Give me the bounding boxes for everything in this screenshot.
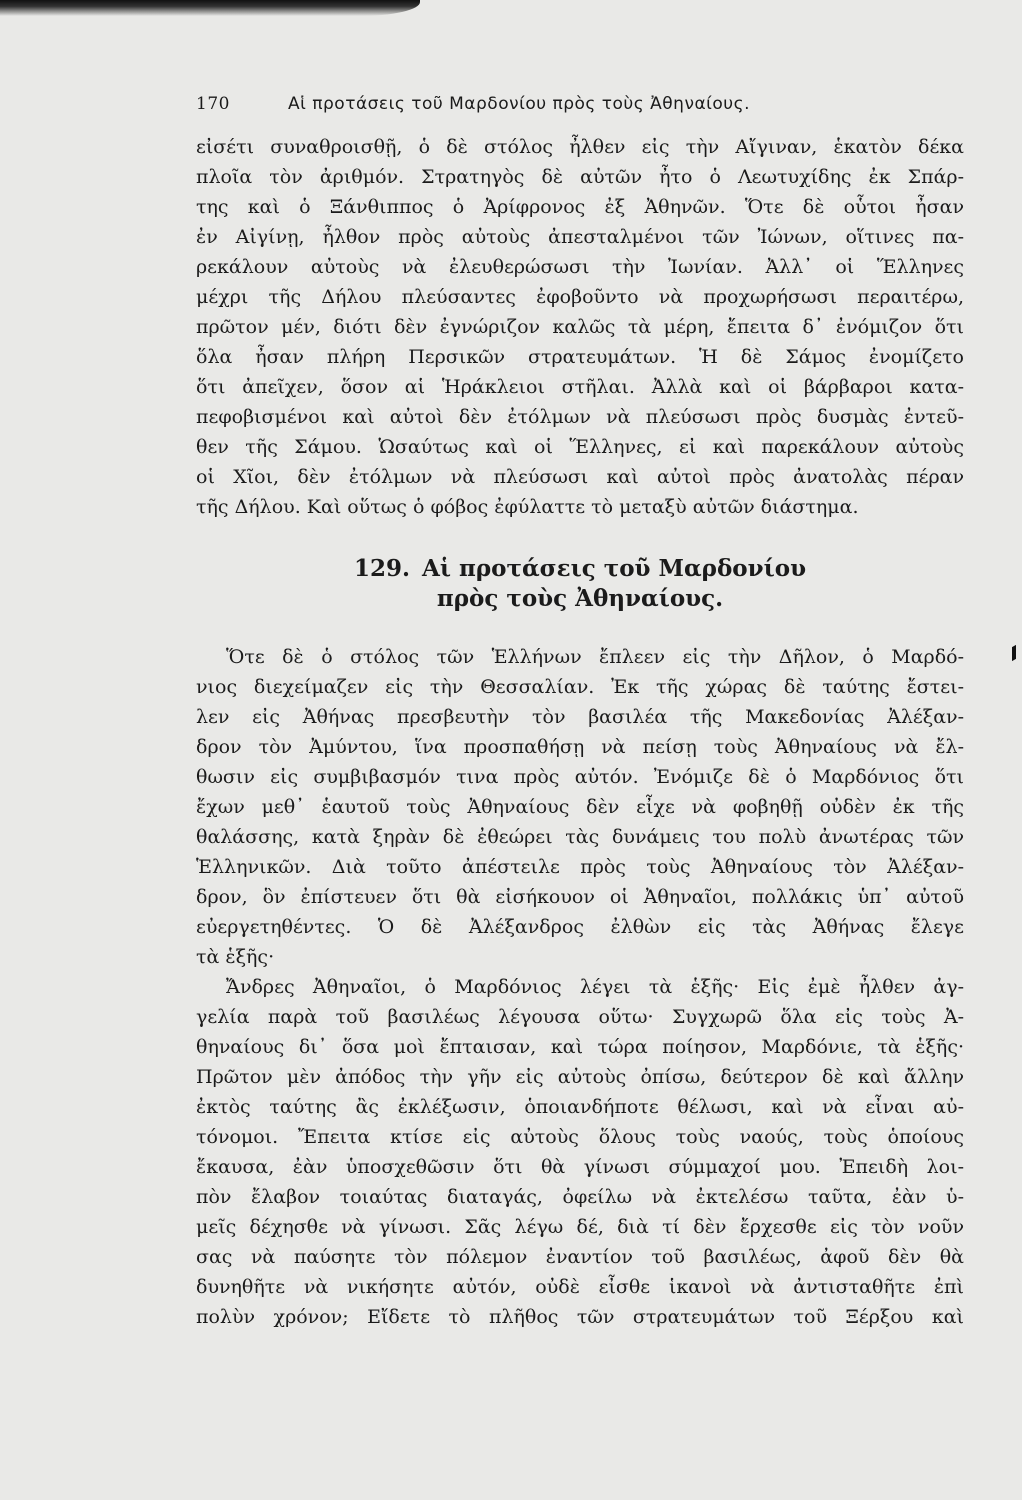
paragraph-3: [196, 972, 964, 1332]
text-line: θηναίους δι᾿ ὅσα μοὶ ἔπταισαν, καὶ τώρα ποίησον, Μαρδόνιε, τὰ ἑξῆς·: [196, 1036, 964, 1058]
paragraph-1: [196, 132, 964, 522]
text-line: λεν εἰς Ἀθήνας πρεσβευτὴν τὸν βασιλέα τῆς Μακεδονίας Ἀλέξαν-: [196, 706, 964, 728]
scan-edge-shadow: [0, 0, 420, 16]
text-line: ἐν Αἰγίνῃ, ἦλθον πρὸς αὐτοὺς ἀπεσταλμένοι τῶν Ἰώνων, οἵτινες πα-: [196, 226, 964, 248]
text-line: πεφοβισμένοι καὶ αὐτοὶ δὲν ἐτόλμων νὰ πλεύσωσι πρὸς δυσμὰς ἐντεῦ-: [196, 406, 964, 428]
section-title: Αἱ προτάσεις τοῦ Μαρδονίου: [422, 555, 807, 582]
text-line: ὅλα ἦσαν πλήρη Περσικῶν στρατευμάτων. Ἡ δὲ Σάμος ἐνομίζετο: [196, 346, 964, 368]
text-line: τόνομοι. Ἔπειτα κτίσε εἰς αὐτοὺς ὅλους τοὺς ναούς, τοὺς ὁποίους: [196, 1126, 964, 1148]
text-line: θωσιν εἰς συμβιβασμόν τινα πρὸς αὐτόν. Ἐνόμιζε δὲ ὁ Μαρδόνιος ὅτι: [196, 766, 964, 788]
text-line: τὰ ἑξῆς·: [196, 946, 275, 968]
text-line: θαλάσσης, κατὰ ξηρὰν δὲ ἐθεώρει τὰς δυνάμεις του πολὺ ἀνωτέρας τῶν: [196, 826, 964, 848]
text-line: ἐκτὸς ταύτης ἂς ἐκλέξωσιν, ὁποιανδήποτε θέλωσι, καὶ νὰ εἶναι αὐ-: [196, 1096, 964, 1118]
running-header: [196, 88, 964, 118]
text-line: μεῖς δέχησθε νὰ γίνωσι. Σᾶς λέγω δέ, διὰ τί δὲν ἔρχεσθε εἰς τὸν νοῦν: [196, 1216, 964, 1238]
text-line: ἔκαυσα, ἐὰν ὑποσχεθῶσιν ὅτι θὰ γίνωσι σύμμαχοί μου. Ἐπειδὴ λοι-: [196, 1156, 964, 1178]
text-line: ὅτι ἀπεῖχεν, ὅσον αἱ Ἡράκλειοι στῆλαι. Ἀλλὰ καὶ οἱ βάρβαροι κατα-: [196, 376, 964, 398]
section-heading: [196, 554, 964, 614]
text-line: πρῶτον μέν, διότι δὲν ἐγνώριζον καλῶς τὰ μέρη, ἔπειτα δ᾿ ἐνόμιζον ὅτι: [196, 316, 964, 338]
text-line: της καὶ ὁ Ξάνθιππος ὁ Ἀρίφρονος ἐξ Ἀθηνῶν. Ὅτε δὲ οὗτοι ἦσαν: [196, 196, 964, 218]
text-line: πὸν ἔλαβον τοιαύτας διαταγάς, ὀφείλω νὰ ἐκτελέσω ταῦτα, ἐὰν ὑ-: [196, 1186, 964, 1208]
text-line: πολὺν χρόνον; Εἴδετε τὸ πλῆθος τῶν στρατευμάτων τοῦ Ξέρξου καὶ: [196, 1306, 964, 1328]
text-line: Ἄνδρες Ἀθηναῖοι, ὁ Μαρδόνιος λέγει τὰ ἑξῆς· Εἰς ἐμὲ ἦλθεν ἀγ-: [226, 976, 964, 998]
text-line: μέχρι τῆς Δήλου πλεύσαντες ἐφοβοῦντο νὰ προχωρήσωσι περαιτέρω,: [196, 286, 964, 308]
text-line: ἔχων μεθ᾿ ἑαυτοῦ τοὺς Ἀθηναίους δὲν εἶχε νὰ φοβηθῇ οὐδὲν ἐκ τῆς: [196, 796, 964, 818]
text-line: Ὅτε δὲ ὁ στόλος τῶν Ἑλλήνων ἔπλεεν εἰς τὴν Δῆλον, ὁ Μαρδό-: [226, 646, 964, 668]
section-heading-line-2: πρὸς τοὺς Ἀθηναίους.: [436, 585, 724, 612]
page-number: 170: [196, 94, 230, 114]
running-title: Αἱ προτάσεις τοῦ Μαρδονίου πρὸς τοὺς Ἀθηναίους.: [288, 94, 751, 114]
text-line: δρον, ὃν ἐπίστευεν ὅτι θὰ εἰσήκουον οἱ Ἀθηναῖοι, πολλάκις ὑπ᾿ αὐτοῦ: [196, 886, 964, 908]
text-line: δυνηθῆτε νὰ νικήσητε αὐτόν, οὐδὲ εἶσθε ἱκανοὶ νὰ ἀντισταθῆτε ἐπὶ: [196, 1276, 964, 1298]
text-line: νιος διεχείμαζεν εἰς τὴν Θεσσαλίαν. Ἐκ τῆς χώρας δὲ ταύτης ἔστει-: [196, 676, 964, 698]
text-line: Ἑλληνικῶν. Διὰ τοῦτο ἀπέστειλε πρὸς τοὺς Ἀθηναίους τὸν Ἀλέξαν-: [196, 856, 964, 878]
paragraph-2: [196, 642, 964, 972]
margin-mark: [1012, 645, 1016, 661]
section-heading-line-1: [196, 554, 964, 584]
text-line: Πρῶτον μὲν ἀπόδος τὴν γῆν εἰς αὐτοὺς ὀπίσω, δεύτερον δὲ καὶ ἄλλην: [196, 1066, 964, 1088]
text-line: πλοῖα τὸν ἀριθμόν. Στρατηγὸς δὲ αὐτῶν ἦτο ὁ Λεωτυχίδης ἐκ Σπάρ-: [196, 166, 964, 188]
text-line: γελία παρὰ τοῦ βασιλέως λέγουσα οὕτω· Συγχωρῶ ὅλα εἰς τοὺς Ἀ-: [196, 1006, 964, 1028]
text-line: τῆς Δήλου. Καὶ οὕτως ὁ φόβος ἐφύλαττε τὸ μεταξὺ αὐτῶν διάστημα.: [196, 496, 859, 518]
text-line: οἱ Χῖοι, δὲν ἐτόλμων νὰ πλεύσωσι καὶ αὐτοὶ πρὸς ἀνατολὰς πέραν: [196, 466, 964, 488]
text-line: εἰσέτι συναθροισθῇ, ὁ δὲ στόλος ἦλθεν εἰς τὴν Αἴγιναν, ἑκατὸν δέκα: [196, 136, 964, 158]
text-line: ρεκάλουν αὐτοὺς νὰ ἐλευθερώσωσι τὴν Ἰωνίαν. Ἀλλ᾿ οἱ Ἕλληνες: [196, 256, 964, 278]
book-page: [196, 88, 964, 1332]
text-line: θεν τῆς Σάμου. Ὡσαύτως καὶ οἱ Ἕλληνες, εἰ καὶ παρεκάλουν αὐτοὺς: [196, 436, 964, 458]
text-line: δρον τὸν Ἀμύντου, ἵνα προσπαθήσῃ νὰ πείσῃ τοὺς Ἀθηναίους νὰ ἔλ-: [196, 736, 964, 758]
text-line: σας νὰ παύσητε τὸν πόλεμον ἐναντίον τοῦ βασιλέως, ἀφοῦ δὲν θὰ: [196, 1246, 964, 1268]
section-number: 129.: [353, 555, 410, 582]
text-line: εὐεργετηθέντες. Ὁ δὲ Ἀλέξανδρος ἐλθὼν εἰς τὰς Ἀθήνας ἔλεγε: [196, 916, 964, 938]
